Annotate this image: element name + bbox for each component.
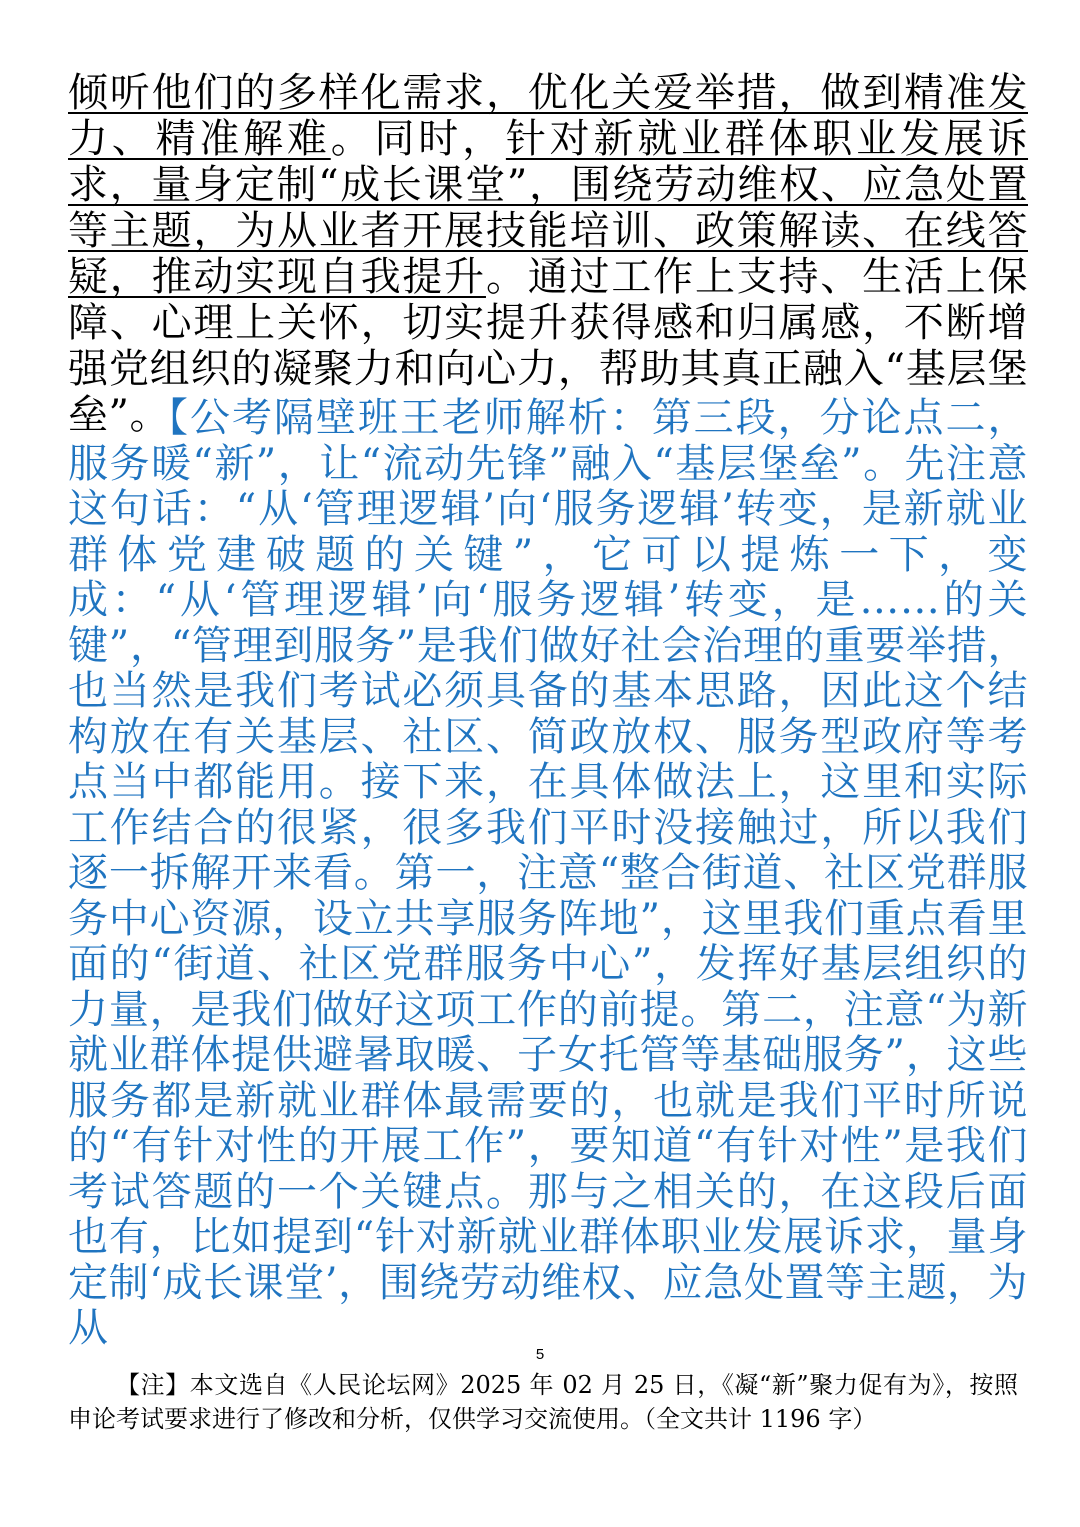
footnote (68, 1368, 1018, 1436)
underlined-text-2: 针对新就业群体职业发展诉求，量身定制“成长课堂”，围绕劳动维权、应急处置等主题，为从业者开展技能培训、政策解读、在线答疑，推动实现自我提升 (68, 116, 1029, 300)
underlined-text-1: 倾听他们的多样化需求，优化关爱举措，做到精准发力、精准解难 (68, 70, 1028, 162)
body-text-4: 。通过工作上支持、生活上保障、心理上关怀，切实提升获得感和归属感，不断增强党组织的凝聚力和向心力，帮助其真正融入“基层堡垒”。 (68, 254, 1029, 438)
body-paragraph (68, 70, 1028, 438)
footnote-text: 【注】本文选自《人民论坛网》2025 年 02 月 25 日，《凝“新”聚力促有为》，按照申论考试要求进行了修改和分析，仅供学习交流使用。（全文共计 1196 字） (68, 1371, 1018, 1433)
body-paragraph-text (68, 70, 1028, 438)
page-number: 5 (535, 1346, 545, 1363)
body-text-2: 。同时， (330, 116, 506, 162)
analysis-paragraph: 【公考隔壁班王老师解析：第三段，分论点二，服务暖“新”，让“流动先锋”融入“基层堡垒”。先注意这句话：“从‘管理逻辑’向‘服务逻辑’转变，是新就业群体党建破题的关键”，它可以提炼一下，变成：“从‘管理逻辑’向‘服务逻辑’转变，是……的关键”，“管理到服务”是我们做好社会治理的重要举措，也当然是我们考试必须具备的基本思路，因此这个结构放在有关基层、社区、简政放权、服务型政府等考点当中都能用。接下来，在具体做法上，这里和实际工作结合的很紧，很多我们平时没接触过，所以我们逐一拆解开来看。第一，注意“整合街道、社区党群服务中心资源，设立共享服务阵地”，这里我们重点看里面的“街道、社区党群服务中心”，发挥好基层组织的力量，是我们做好这项工作的前提。第二，注意“为新就业群体提供避暑取暖、子女托管等基础服务”，这些服务都是新就业群体最需要的，也就是我们平时所说的“有针对性的开展工作”，要知道“有针对性”是我们考试答题的一个关键点。那与之相关的，在这段后面也有，比如提到“针对新就业群体职业发展诉求，量身定制‘成长课堂’，围绕劳动维权、应急处置等主题，为从 (68, 395, 1028, 1351)
analysis-block (68, 396, 1028, 1352)
